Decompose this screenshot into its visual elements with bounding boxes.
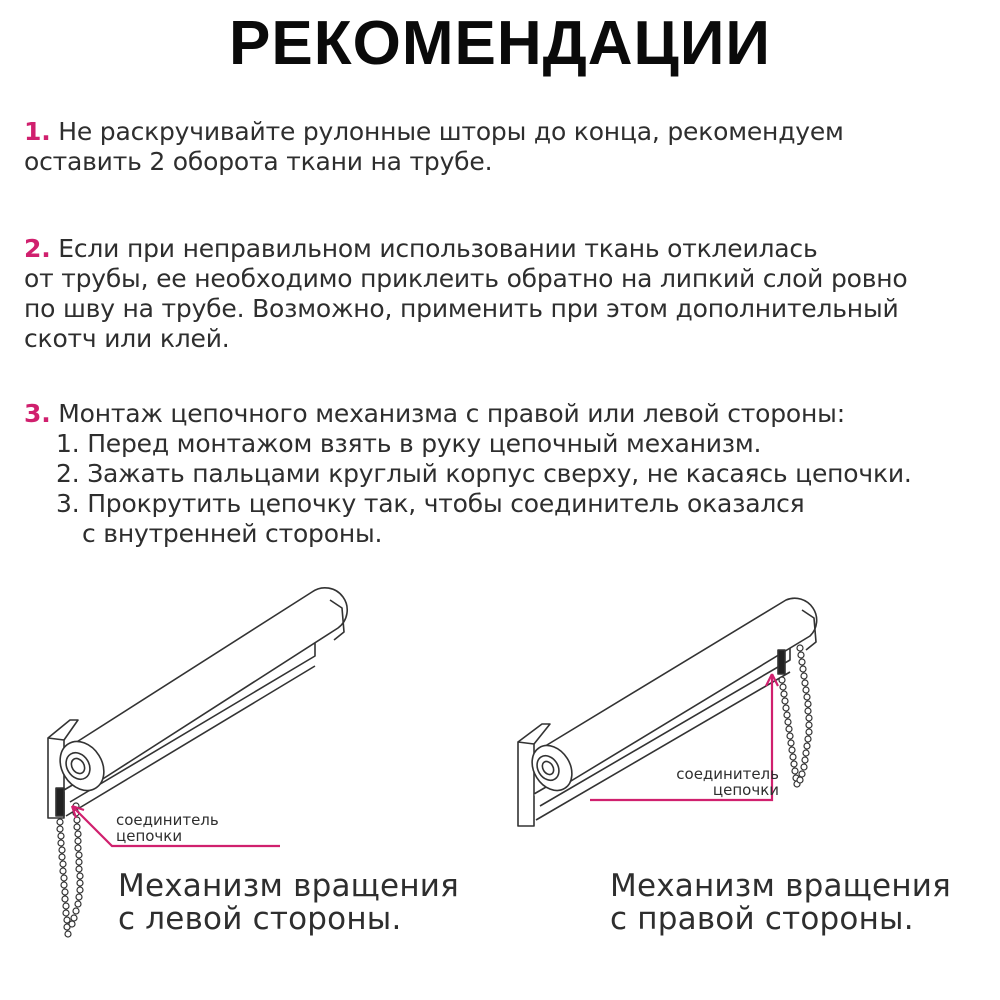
recommendation-number: 3. [24,399,51,428]
recommendation-text: Не раскручивайте рулонные шторы до конца, рекомендуем [58,117,844,146]
chain-connector [778,650,785,674]
left-caption: Механизм вращения с левой стороны. [118,868,459,937]
recommendation-text: скотч или клей. [24,324,230,353]
right-mechanism-illustration [500,570,1000,870]
recommendation-intro: Монтаж цепочного механизма с правой или левой стороны: [58,399,845,428]
recommendation-text: от трубы, ее необходимо приклеить обратно на липкий слой ровно [24,264,908,293]
recommendation-text: оставить 2 оборота ткани на трубе. [24,147,493,176]
recommendation-2 [24,234,984,354]
step-item: с внутренней стороны. [82,519,383,548]
step-item: 3. Прокрутить цепочку так, чтобы соединитель оказался [56,489,805,518]
recommendation-number: 2. [24,234,51,263]
chain [57,803,83,937]
right-connector-label: соединитель цепочки [676,765,779,799]
chain-connector [56,788,64,816]
left-connector-label: соединитель цепочки [116,811,219,845]
page-title: РЕКОМЕНДАЦИИ [229,9,771,78]
right-caption: Механизм вращения с правой стороны. [610,868,951,937]
roller-tube [542,598,817,784]
roller-tube [72,588,347,782]
recommendation-text: по шву на трубе. Возможно, применить при этом дополнительный [24,294,899,323]
recommendation-number: 1. [24,117,51,146]
recommendation-3 [24,399,984,549]
step-item: 2. Зажать пальцами круглый корпус сверху, не касаясь цепочки. [56,459,912,488]
recommendation-1 [24,117,984,177]
step-item: 1. Перед монтажом взять в руку цепочный механизм. [56,429,762,458]
recommendation-text: Если при неправильном использовании ткань отклеилась [58,234,818,263]
bracket-plate [518,742,534,826]
